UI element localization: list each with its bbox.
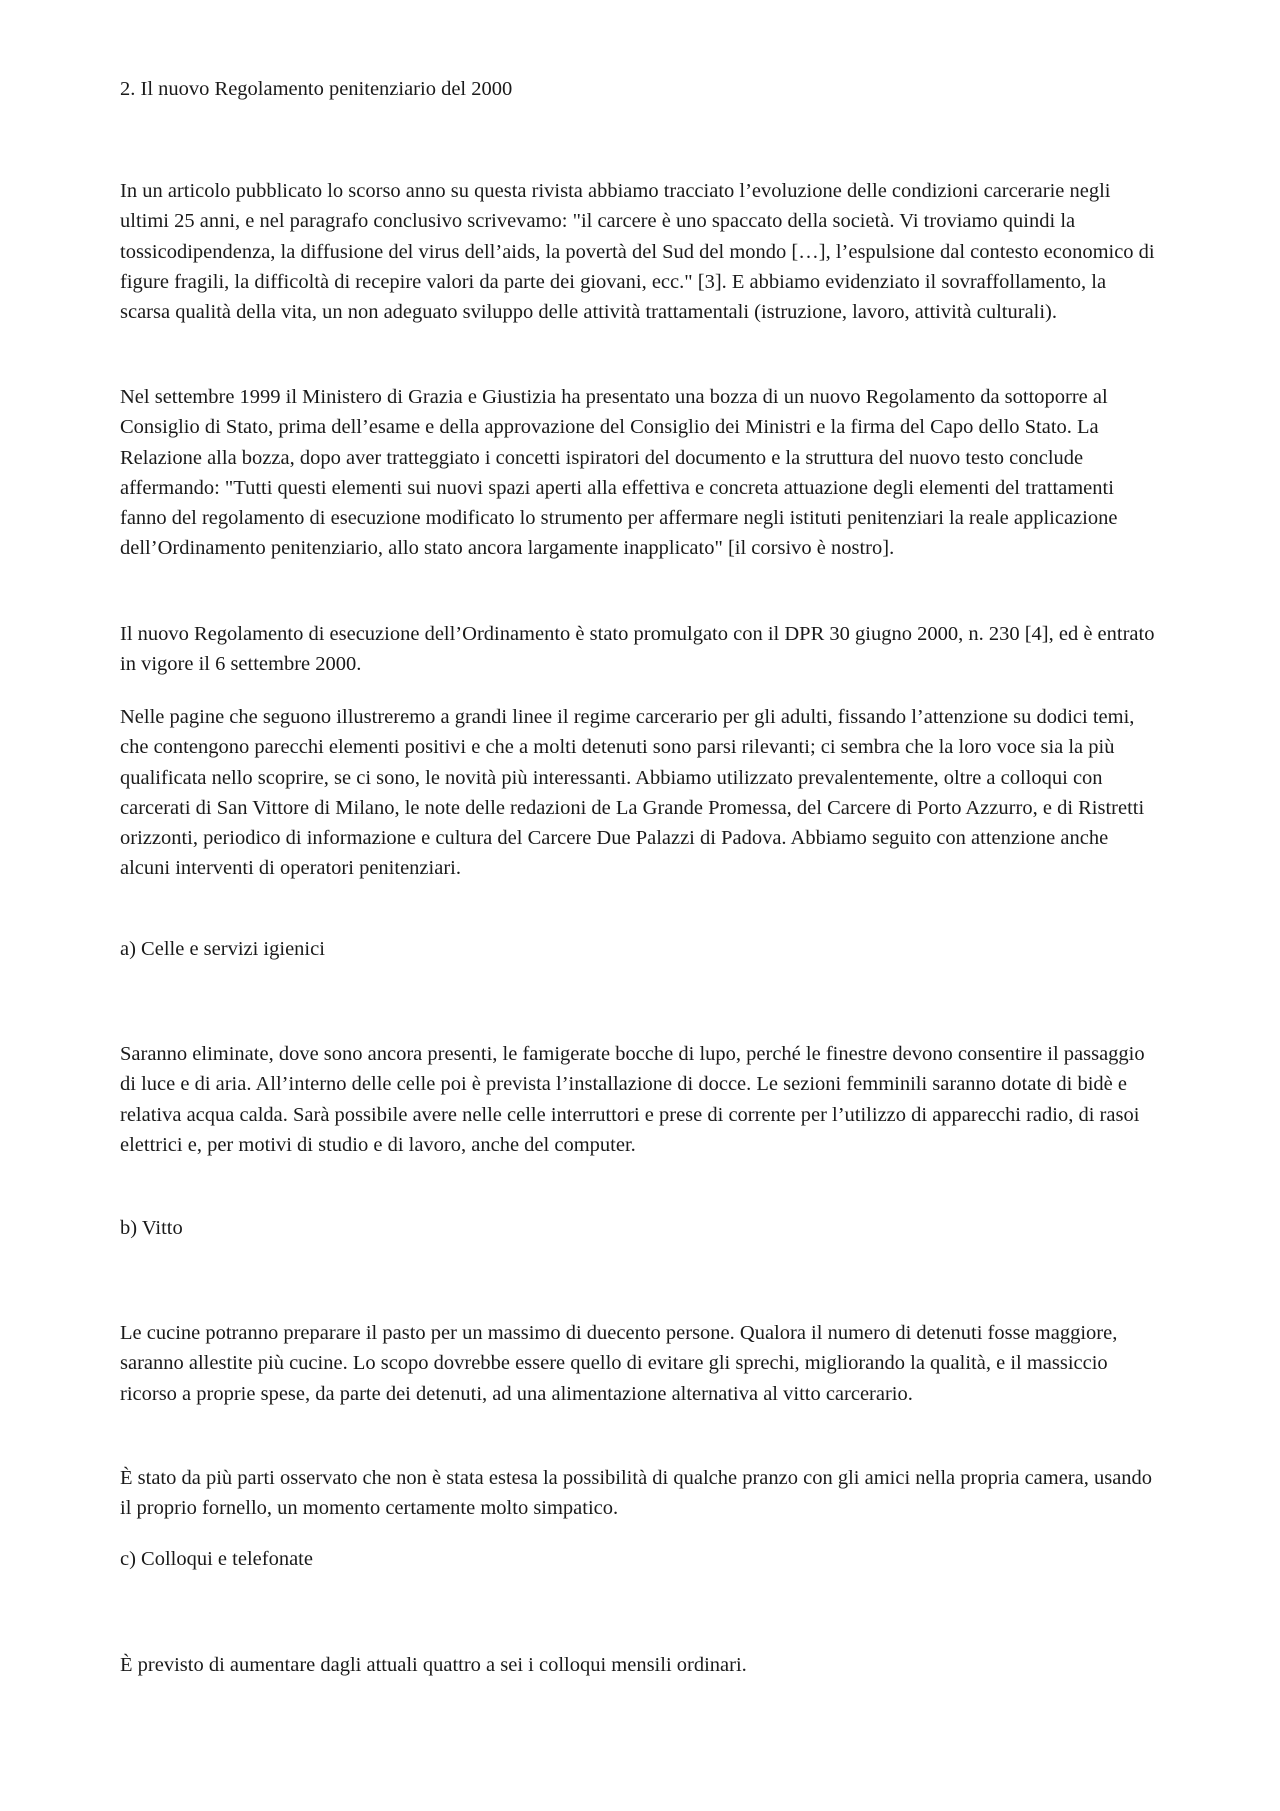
paragraph-celle: Saranno eliminate, dove sono ancora presenti, le famigerate bocche di lupo, perché le finestre devono consentire il passaggio di luce e di aria. All’interno delle celle poi è prevista l’installazione di docce. Le sezioni femminili saranno dotate di bidè e relativa acqua calda. Sarà possibile avere nelle celle interruttori e prese di corrente per l’utilizzo di apparecchi radio, di rasoi elettrici e, per motivi di studio e di lavoro, anche del computer. — [120, 1043, 1145, 1156]
subheading-celle: a) Celle e servizi igienici — [120, 938, 325, 960]
paragraph-pranzo: È stato da più parti osservato che non è stata estesa la possibilità di qualche pranzo con gli amici nella propria camera, usando il proprio fornello, un momento certamente molto simpatico. — [120, 1467, 1153, 1520]
paragraph-dpr: Il nuovo Regolamento di esecuzione dell’Ordinamento è stato promulgato con il DPR 30 giugno 2000, n. 230 [4], ed è entrato in vigore il 6 settembre 2000. — [120, 623, 1155, 676]
paragraph-colloqui: È previsto di aumentare dagli attuali quattro a sei i colloqui mensili ordinari. — [120, 1654, 747, 1676]
paragraph-cucine: Le cucine potranno preparare il pasto per un massimo di duecento persone. Qualora il numero di detenuti fosse maggiore, saranno allestite più cucine. Lo scopo dovrebbe essere quello di evitare gli sprechi, migliorando la qualità, e il massiccio ricorso a proprie spese, da parte dei detenuti, ad una alimentazione alternativa al vitto carcerario. — [120, 1322, 1118, 1405]
subheading-vitto: b) Vitto — [120, 1217, 183, 1239]
subheading-colloqui: c) Colloqui e telefonate — [120, 1548, 313, 1570]
paragraph-bozza: Nel settembre 1999 il Ministero di Grazia e Giustizia ha presentato una bozza di un nuovo Regolamento da sottoporre al Consiglio di Stato, prima dell’esame e della approvazione del Consiglio dei Ministri e la firma del Capo dello Stato. La Relazione alla bozza, dopo aver tratteggiato i concetti ispiratori del documento e la struttura del nuovo testo conclude affermando: "Tutti questi elementi sui nuovi spazi aperti alla effettiva e concreta attuazione degli elementi del trattamenti fanno del regolamento di esecuzione modificato lo strumento per affermare negli istituti penitenziari la reale applicazione dell’Ordinamento penitenziario, allo stato ancora largamente inapplicato" [il corsivo è nostro]. — [120, 386, 1118, 560]
section-title: 2. Il nuovo Regolamento penitenziario del 2000 — [120, 78, 513, 100]
paragraph-temi: Nelle pagine che seguono illustreremo a grandi linee il regime carcerario per gli adulti, fissando l’attenzione su dodici temi, che contengono parecchi elementi positivi e che a molti detenuti sono parsi rilevanti; ci sembra che la loro voce sia la più qualificata nello scoprire, se ci sono, le novità più interessanti. Abbiamo utilizzato prevalentemente, oltre a colloqui con carcerati di San Vittore di Milano, le note delle redazioni de La Grande Promessa, del Carcere di Porto Azzurro, e di Ristretti orizzonti, periodico di informazione e cultura del Carcere Due Palazzi di Padova. Abbiamo seguito con attenzione anche alcuni interventi di operatori penitenziari. — [120, 706, 1145, 880]
paragraph-intro: In un articolo pubblicato lo scorso anno su questa rivista abbiamo tracciato l’evoluzione delle condizioni carcerarie negli ultimi 25 anni, e nel paragrafo conclusivo scrivevamo: "il carcere è uno spaccato della società. Vi troviamo quindi la tossicodipendenza, la diffusione del virus dell’aids, la povertà del Sud del mondo […], l’espulsione dal contesto economico di figure fragili, la difficoltà di recepire valori da parte dei giovani, ecc." [3]. E abbiamo evidenziato il sovraffollamento, la scarsa qualità della vita, un non adeguato sviluppo delle attività trattamentali (istruzione, lavoro, attività culturali). — [120, 180, 1155, 324]
